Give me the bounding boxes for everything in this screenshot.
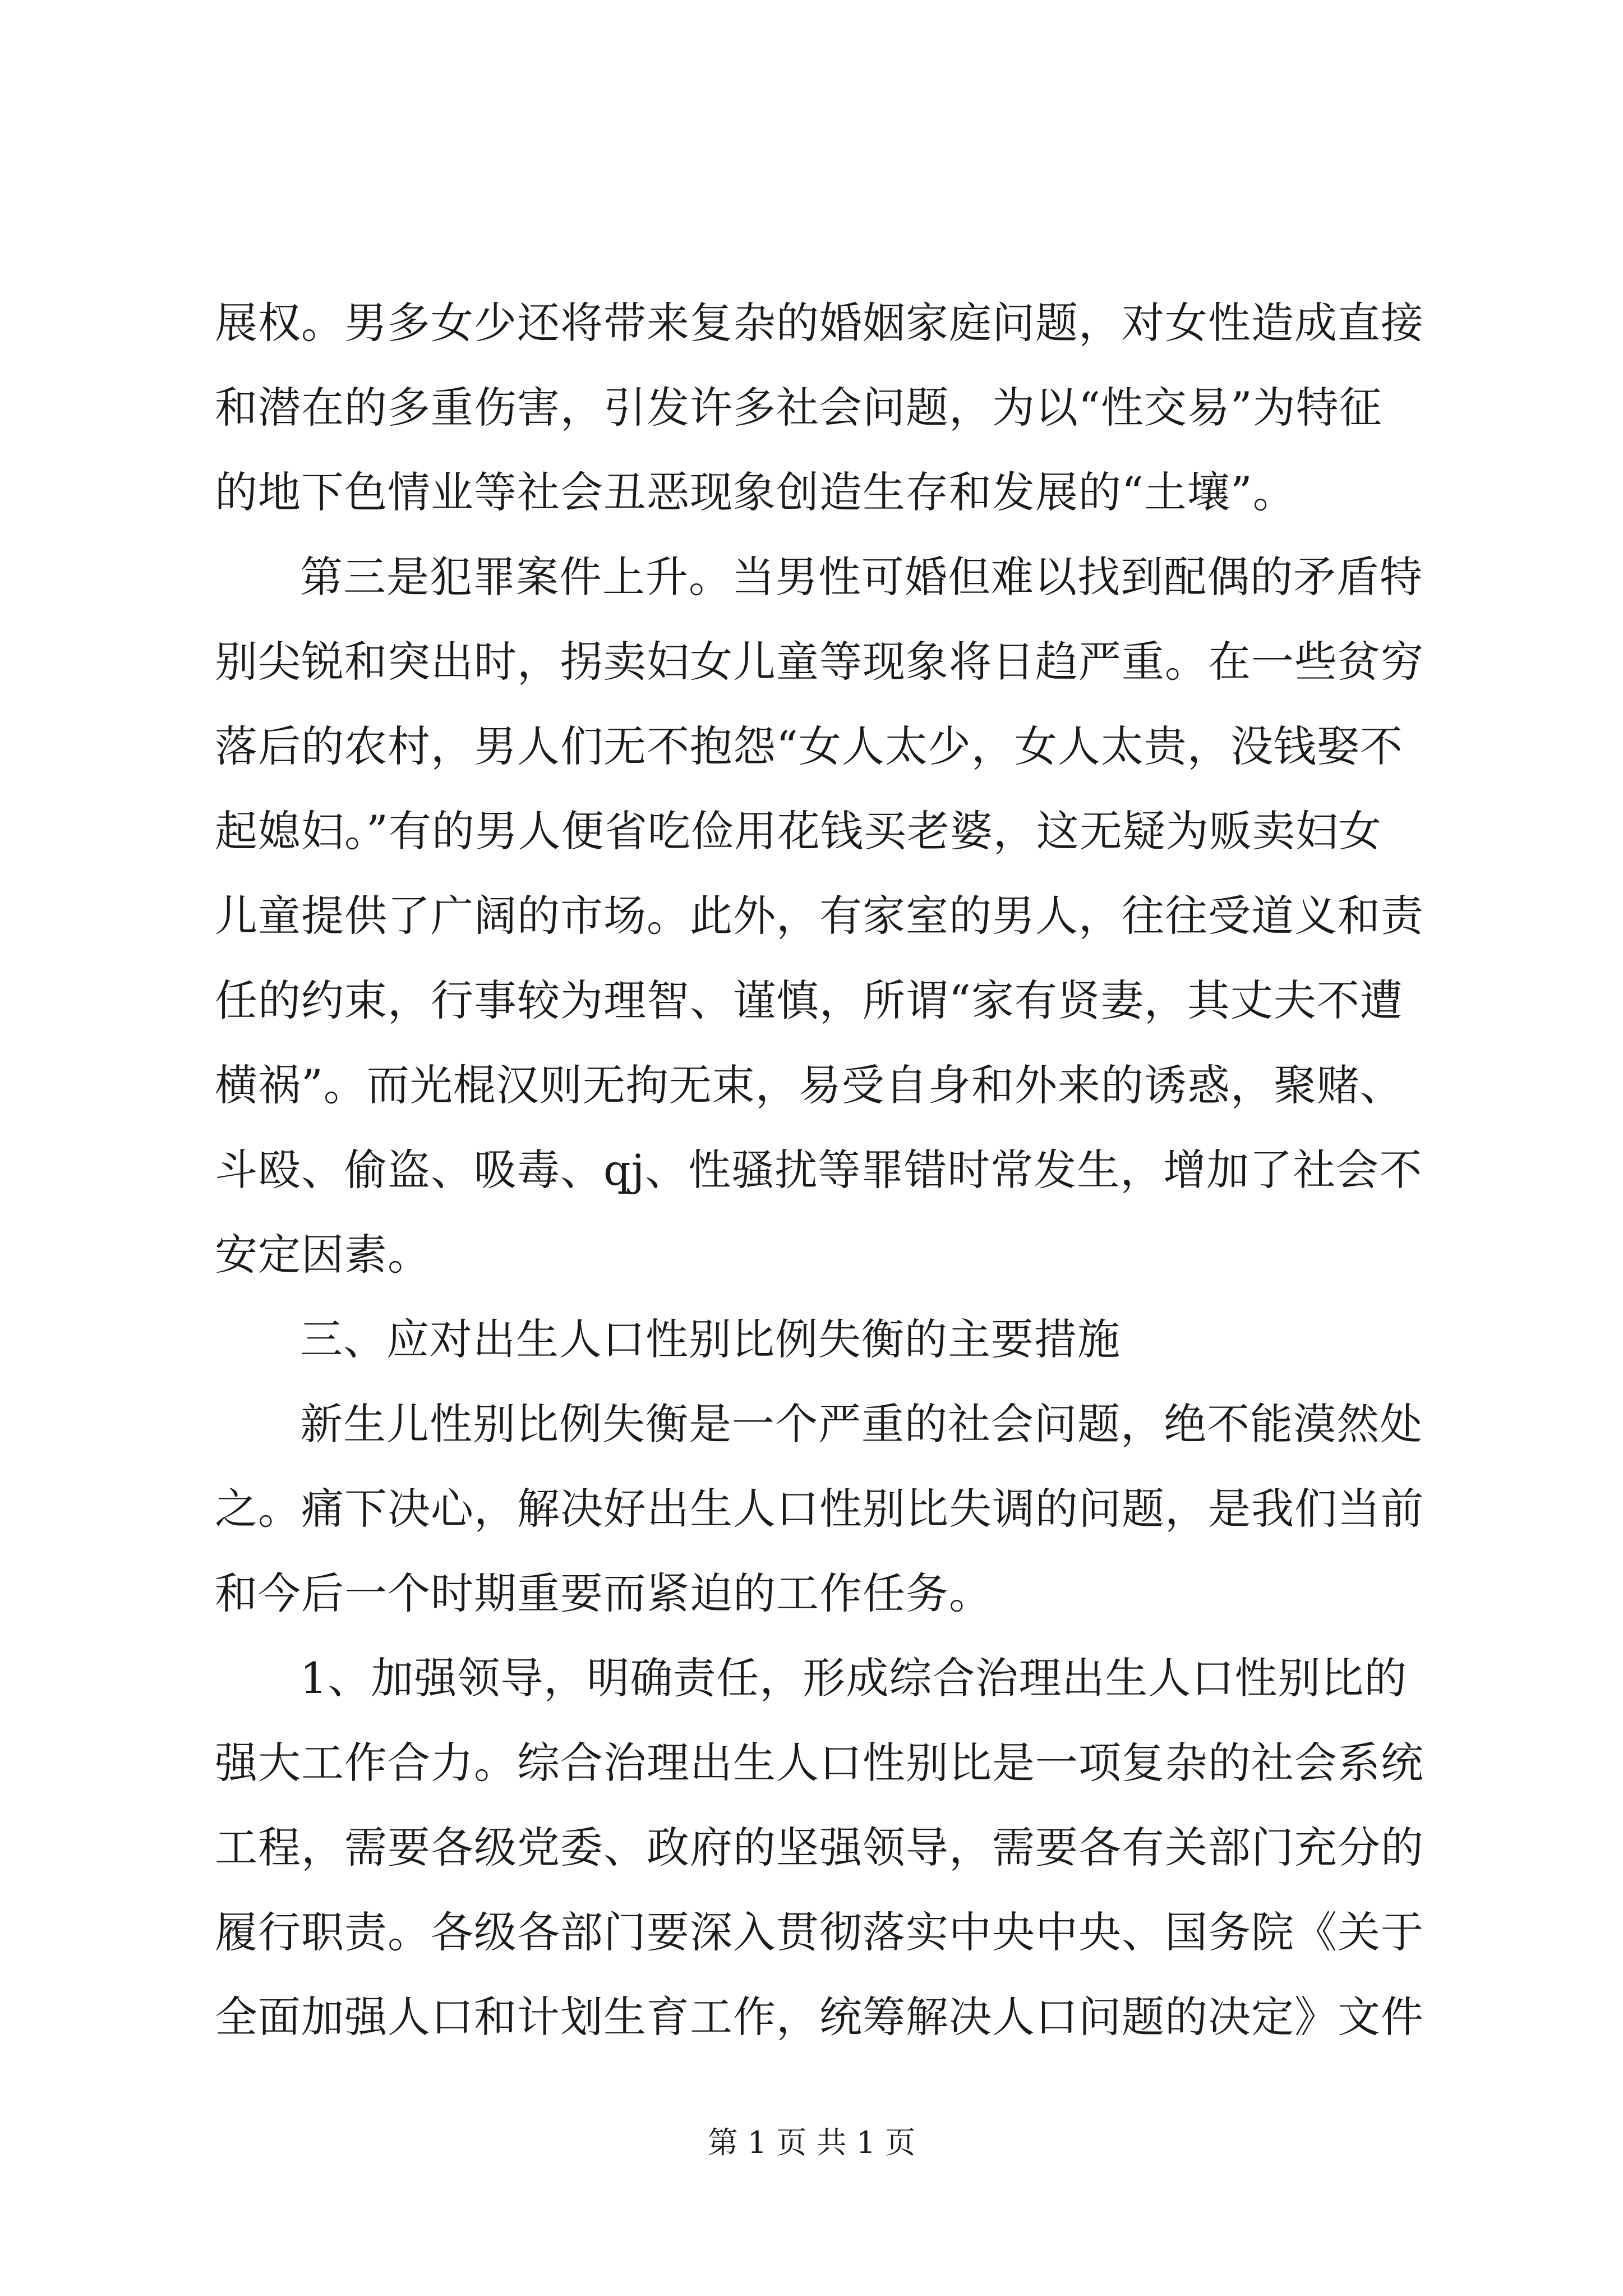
text-line: 任的约束，行事较为理智、谨慎，所谓“家有贤妻，其丈夫不遭 xyxy=(215,976,1403,1025)
text-line: 斗殴、偷盗、吸毒、qj、性骚扰等罪错时常发生，增加了社会不 xyxy=(215,1145,1423,1195)
section-heading: 三、应对出生人口性别比例失衡的主要措施 xyxy=(300,1314,1121,1364)
text-line: 工程，需要各级党委、政府的坚强领导，需要各有关部门充分的 xyxy=(215,1823,1424,1872)
text-line: 落后的农村，男人们无不抱怨“女人太少，女人太贵，没钱娶不 xyxy=(215,721,1403,771)
text-line: 展权。男多女少还将带来复杂的婚姻家庭问题，对女性造成直接 xyxy=(215,298,1424,348)
text-line: 的地下色情业等社会丑恶现象创造生存和发展的“土壤”。 xyxy=(215,467,1296,517)
text-line: 起媳妇。”有的男人便省吃俭用花钱买老婆，这无疑为贩卖妇女 xyxy=(215,806,1382,856)
text-line: 别尖锐和突出时，拐卖妇女儿童等现象将日趋严重。在一些贫穷 xyxy=(215,637,1424,687)
text-line: 新生儿性别比例失衡是一个严重的社会问题，绝不能漠然处 xyxy=(300,1399,1423,1449)
text-line: 履行职责。各级各部门要深入贯彻落实中央中央、国务院《关于 xyxy=(215,1907,1424,1957)
text-line: 强大工作合力。综合治理出生人口性别比是一项复杂的社会系统 xyxy=(215,1738,1424,1788)
text-line: 安定因素。 xyxy=(215,1230,431,1280)
text-line: 横祸”。而光棍汉则无拘无束，易受自身和外来的诱惑，聚赌、 xyxy=(215,1060,1403,1110)
text-line: 和今后一个时期重要而紧迫的工作任务。 xyxy=(215,1568,992,1618)
text-line: 全面加强人口和计划生育工作，统筹解决人口问题的决定》文件 xyxy=(215,1992,1424,2042)
page-footer: 第 1 页 共 1 页 xyxy=(707,2125,916,2160)
text-line: 之。痛下决心，解决好出生人口性别比失调的问题，是我们当前 xyxy=(215,1484,1424,1534)
text-line: 儿童提供了广阔的市场。此外，有家室的男人，往往受道义和责 xyxy=(215,891,1424,941)
document-body xyxy=(215,280,1424,2059)
text-line: 和潜在的多重伤害，引发许多社会问题，为以“性交易”为特征 xyxy=(215,383,1382,432)
text-line: 1、加强领导，明确责任，形成综合治理出生人口性别比的 xyxy=(300,1653,1408,1703)
text-line: 第三是犯罪案件上升。当男性可婚但难以找到配偶的矛盾特 xyxy=(300,552,1423,602)
